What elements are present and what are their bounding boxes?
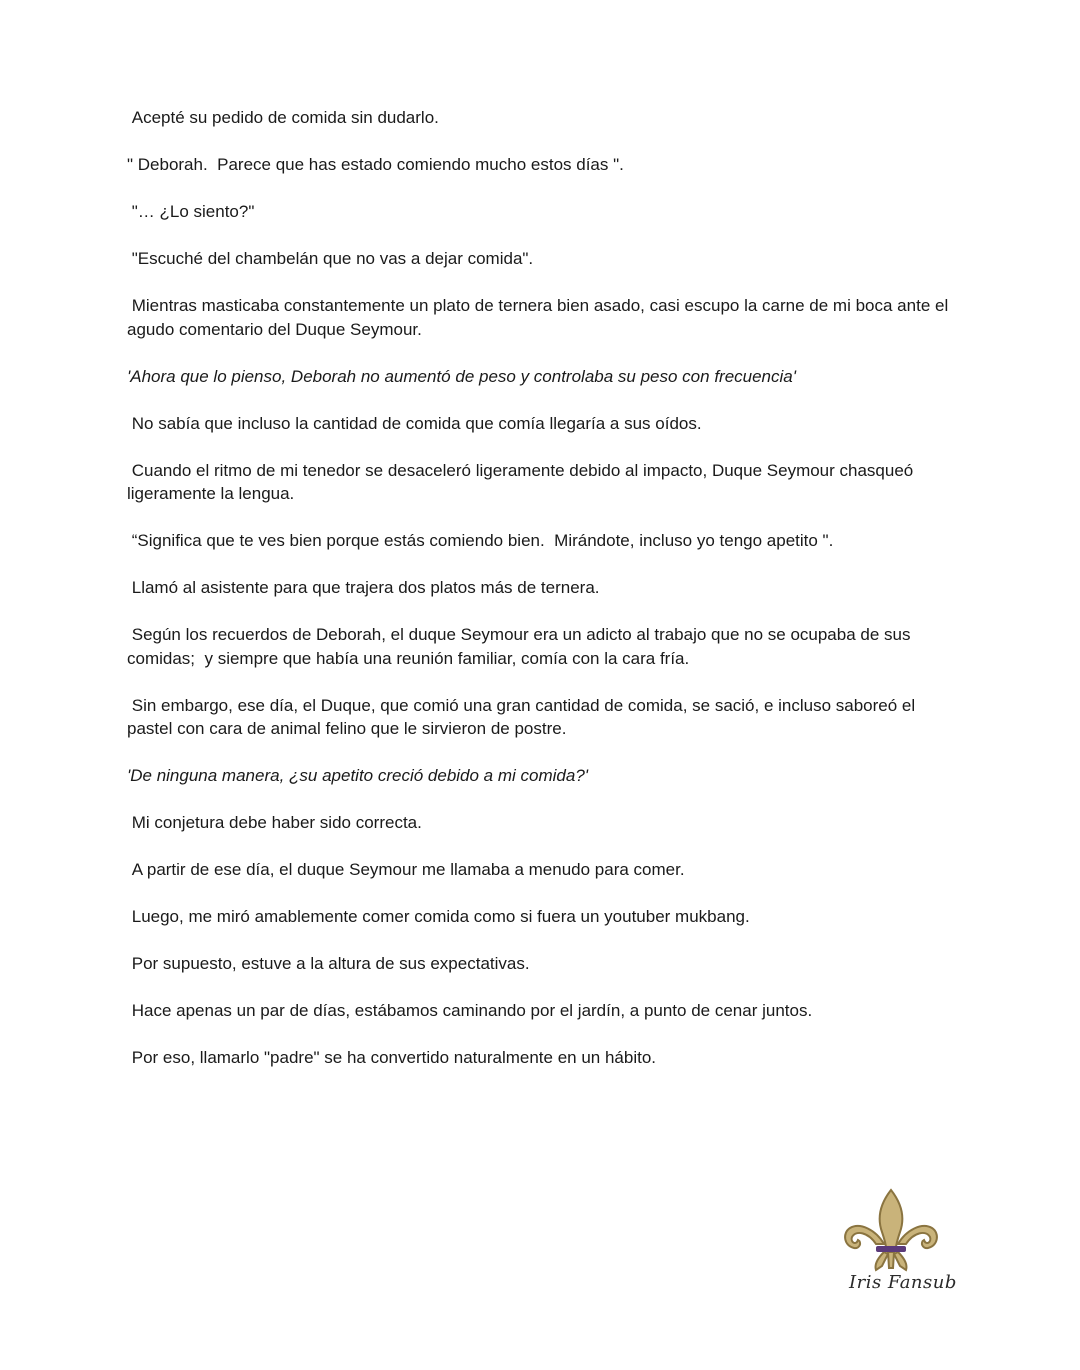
paragraph: Mientras masticaba constantemente un plato de ternera bien asado, casi escupo la carne de mi boca ante el agudo comentario del Duque Seymour.	[127, 296, 953, 339]
paragraph: "… ¿Lo siento?"	[127, 202, 255, 221]
paragraph: Luego, me miró amablemente comer comida como si fuera un youtuber mukbang.	[127, 907, 750, 926]
paragraph: No sabía que incluso la cantidad de comida que comía llegaría a sus oídos.	[127, 413, 702, 433]
paragraph: Según los recuerdos de Deborah, el duque Seymour era un adicto al trabajo que no se ocupaba de sus comidas; y siempre que había una reunión familiar, comía con la cara fría.	[127, 625, 916, 668]
watermark-label: Iris Fansub	[849, 1272, 957, 1293]
paragraph: Cuando el ritmo de mi tenedor se desaceleró ligeramente debido al impacto, Duque Seymour chasqueó ligeramente la lengua.	[127, 460, 918, 503]
paragraph-thought: 'De ninguna manera, ¿su apetito creció debido a mi comida?'	[127, 766, 589, 785]
paragraph: "Escuché del chambelán que no vas a dejar comida".	[127, 249, 534, 268]
paragraph: Llamó al asistente para que trajera dos platos más de ternera.	[127, 578, 600, 597]
document-body	[127, 106, 957, 1093]
paragraph: " Deborah. Parece que has estado comiendo mucho estos días ".	[127, 155, 624, 174]
paragraph: Hace apenas un par de días, estábamos caminando por el jardín, a punto de cenar juntos.	[127, 1001, 813, 1020]
paragraph: Acepté su pedido de comida sin dudarlo.	[127, 108, 439, 127]
paragraph: Sin embargo, ese día, el Duque, que comió una gran cantidad de comida, se sació, e incluso saboreó el pastel con cara de animal felino que le sirvieron de postre.	[127, 695, 920, 738]
fleur-de-lis-icon	[836, 1186, 946, 1276]
paragraph: A partir de ese día, el duque Seymour me llamaba a menudo para comer.	[127, 860, 685, 879]
paragraph: Mi conjetura debe haber sido correcta.	[127, 813, 422, 832]
paragraph: Por supuesto, estuve a la altura de sus expectativas.	[127, 954, 530, 973]
paragraph-thought: 'Ahora que lo pienso, Deborah no aumentó de peso y controlaba su peso con frecuencia'	[127, 366, 796, 386]
paragraph: “Significa que te ves bien porque estás comiendo bien. Mirándote, incluso yo tengo apetito ".	[127, 531, 834, 550]
paragraph: Por eso, llamarlo "padre" se ha convertido naturalmente en un hábito.	[127, 1048, 657, 1067]
